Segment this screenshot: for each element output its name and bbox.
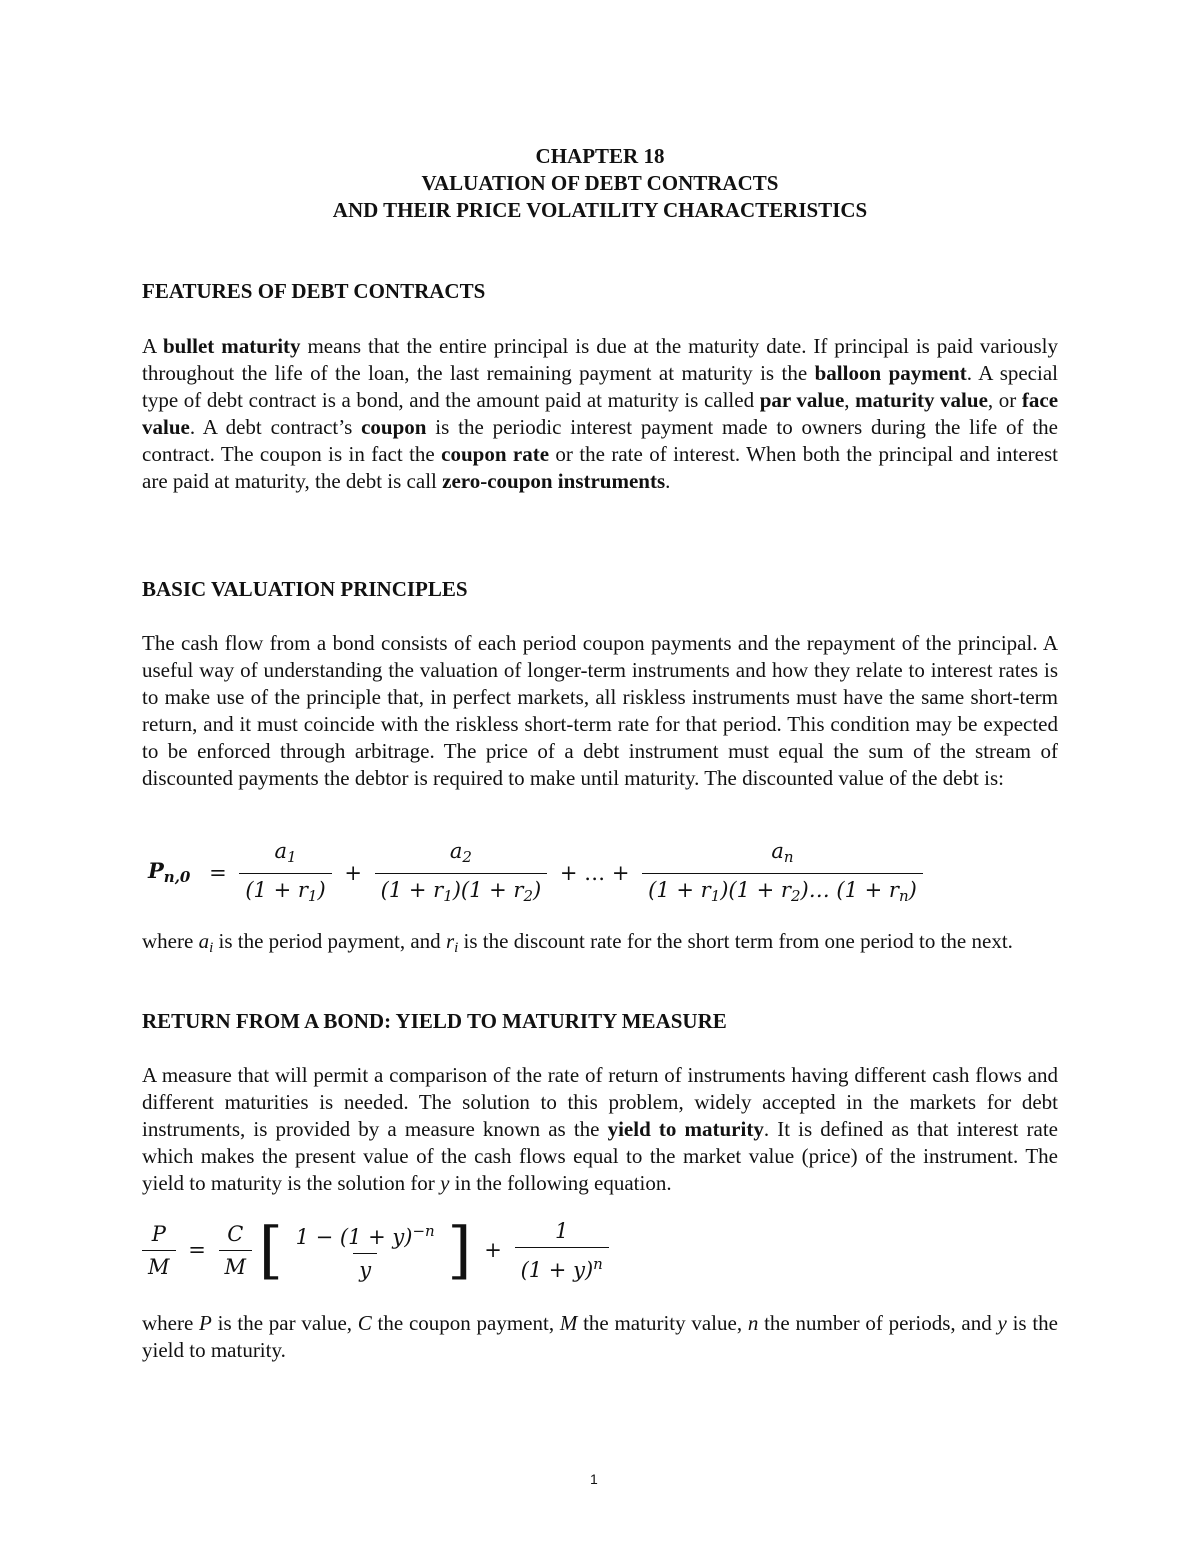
eq2-annuity-fraction: $\frac{1 - (1 + y)^{-n}}{y}$ (295, 1222, 435, 1282)
eq1-equals: = (209, 861, 227, 885)
eq1-plus-1: + (344, 861, 362, 885)
paragraph-where-ai: where $a_i$ is the period payment, and $r_i$ is the discount rate for the short term from one period to the next. (142, 929, 1013, 956)
equation-discounted-value (142, 838, 923, 909)
heading-basic-valuation: BASIC VALUATION PRINCIPLES (142, 577, 468, 601)
title-line-3: AND THEIR PRICE VOLATILITY CHARACTERISTICS (332, 198, 868, 222)
paragraph-features: A bullet maturity means that the entire principal is due at the maturity date. If principal is paid variously throughout the life of the loan, the last remaining payment at maturity is the balloon payment. A special type of debt contract is a bond, and the amount paid at maturity is called par value, maturity value, or face value. A debt contract’s coupon is the periodic interest payment made to owners during the life of the contract. The coupon is in fact the coupon rate or the rate of interest. When both the principal and interest are paid at maturity, the debt is call zero-coupon instruments. (142, 334, 1059, 493)
eq1-fraction-1: $\frac{a_1}{(1 + r_1)}$ (239, 838, 331, 909)
title-line-2: VALUATION OF DEBT CONTRACTS (421, 171, 779, 195)
eq2-coupon-fraction: $\frac{C}{M}$ (219, 1221, 253, 1280)
chapter-title (142, 143, 1058, 224)
eq2-discount-fraction: $\frac{1}{(1 + y)^n}$ (515, 1218, 609, 1283)
eq1-fraction-n: $\frac{a_n}{(1 + r_1)(1 + r_2)\dots (1 + r_n)}$ (642, 838, 923, 909)
paragraph-yield-to-maturity: A measure that will permit a comparison of the rate of return of instruments having different cash flows and different maturities is needed. The solution to this problem, widely accepted in the markets for debt instruments, is provided by a measure known as the yield to maturity. It is defined as that interest rate which makes the present value of the cash flows equal to the market value (price) of the instrument. The yield to maturity is the solution for y in the following equation. (142, 1063, 1058, 1195)
eq2-bracket-close: ] (447, 1213, 472, 1287)
paragraph-basic-valuation: The cash flow from a bond consists of each period coupon payments and the repayment of the principal. A useful way of understanding the valuation of longer-term instruments and how they relate to interest rates is to make use of the principle that, in perfect markets, all riskless instruments must have the same short-term return, and it must coincide with the riskless short-term rate for that period. This condition may be expected to be enforced through arbitrage. The price of a debt instrument must equal the sum of the stream of discounted payments the debtor is required to make until maturity. The discounted value of the debt is: (142, 631, 1058, 790)
eq1-plus-ellipsis: + … + (559, 861, 630, 885)
page-number: 1 (590, 1471, 598, 1487)
heading-yield-to-maturity: RETURN FROM A BOND: YIELD TO MATURITY MEASURE (142, 1009, 727, 1033)
eq1-lhs: $P_{n,0}$ (148, 857, 191, 886)
paragraph-where-p: where P is the par value, C the coupon payment, M the maturity value, n the number of periods, and y is the yield to maturity. (142, 1311, 1058, 1362)
title-line-1: CHAPTER 18 (535, 144, 665, 168)
eq2-lhs-fraction: $\frac{P}{M}$ (142, 1221, 176, 1280)
equation-yield-to-maturity (142, 1213, 609, 1287)
eq2-plus: + (484, 1238, 502, 1262)
heading-features: FEATURES OF DEBT CONTRACTS (142, 279, 486, 303)
eq1-fraction-2: $\frac{a_2}{(1 + r_1)(1 + r_2)}$ (375, 838, 548, 909)
eq2-equals: = (188, 1238, 206, 1262)
eq2-bracket-open: [ (258, 1213, 283, 1287)
